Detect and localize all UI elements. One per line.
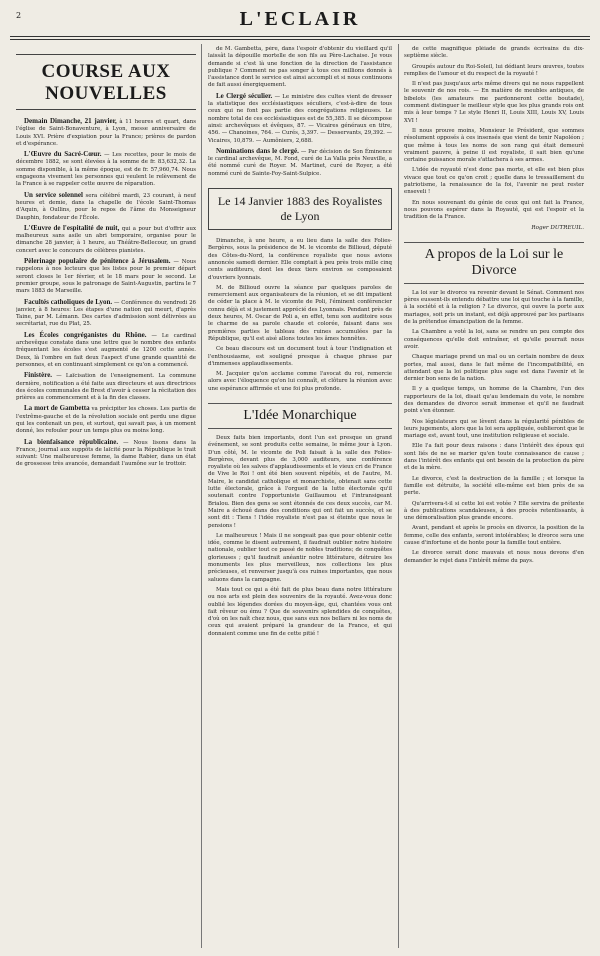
news-text: à 11 heures et quart, dans l'église de Saint-Bonaventure, à Lyon, messe anniversaire de Louis XVI. Prière d'expiation pour la France; prières de pardon et d'espérance. (16, 119, 196, 147)
news-heading: Demain Dimanche, 21 janvier, (24, 117, 117, 125)
paragraph: L'idée de royauté n'est donc pas morte, et elle est bien plus vivace que tout ce qu'on croit ; quelle dans le tressaillement du patriotisme, la renaissance de la foi, l'avenir ne peut rester enseveli ! (404, 167, 584, 196)
paragraph: La Chambre a voté la loi, sans se rendre un peu compte des conséquences qu'elle doit entraîner, et qu'elle pourrait nous avoir. (404, 329, 584, 350)
news-paragraph (16, 405, 196, 435)
news-text: — Laïcisation de l'enseignement. La commune dernière, notification a été faite aux directeurs et aux directrices des écoles communales de Brest d'avoir à cesser la récitation des prières au commencement et à la fin des classes. (16, 373, 196, 402)
news-text: — Les recettes, pour le mois de décembre 1882, se sont élevées à la somme de fr. 83,632,32. La somme disponible, à la même époque, est de fr. 57,960,74. Nous engageons vivement les personnes qui veulent le relèvement de la France à se rappeler cette œuvre de réparation. (16, 152, 196, 188)
news-paragraph (16, 192, 196, 222)
paragraph: Chaque mariage prend un mal ou un certain nombre de deux portes, mal aussi, dans le fait même de l'incompatibilité, en attendant que la loi politique plus sage est dans l'avenir et le dernier bon sens de la nation. (404, 354, 584, 383)
paragraph: Mais tout ce qui a été fait de plus beau dans notre littérature ou nos arts est plein des souvenirs de la royauté. Avez-vous donc oublié les légendes dorées du moyen-âge, qui, chantées vous ont fait rêveur ou ému ? Que de souvenirs splendides de conquêtes, d'où on les naît chez nous, que sans eux nos bellars ni les noms de ceux qui avaient préparé la grandeur de la France, et qui donnaient comme une fin de cette pitié ! (208, 586, 392, 637)
news-paragraph (208, 148, 392, 178)
paragraph: Nos législateurs qui se lèvent dans la régularité pénibles de leurs jugements, alors que la loi sera appliquée, oublieront que le mariage est, avant tout, une institution religieuse et sociale. (404, 418, 584, 440)
masthead-rule-2 (10, 39, 590, 40)
news-heading: Facultés catholiques de Lyon. (24, 297, 113, 306)
news-paragraph (208, 93, 392, 145)
news-heading: Nominations dans le clergé. (216, 146, 299, 155)
news-paragraph (16, 372, 196, 402)
news-text: va précipiter les choses. Les partis de l'extrême-gauche et de la révolution sociale ont perdu une digue qui les contenait un peu, et surtout, qui savait pas, à un moment donné, les refouler pour un temps plus ou moins long. (16, 406, 196, 435)
news-heading: Finistère. (24, 371, 53, 380)
column-divider (201, 44, 202, 948)
news-text: — Par décision de Son Éminence le cardinal archevêque, M. Fond, curé de La Valla près Neuville, a été nommé curé de Royer. M. Martinet, curé de Royer, a été nommé curé de Sainte-Foy-Saint-Sulpice. (208, 148, 392, 177)
news-paragraph (16, 439, 196, 469)
news-text: — Le cardinal archevêque constate dans une lettre que le nombre des enfants fréquentant les écoles s'est augmenté de 1200 cette année. Deux, là l'ombre en fait deux l'aspect d'une grande quantité de personnes, et en continuant simplement ce qu'on a commencé. (16, 332, 196, 368)
paragraph: Qu'arrivera-t-il si cette loi est votée ? Elle servira de prétexte à des publications scandaleuses, à des procès retentissants, à une démoralisation plus grande encore. (404, 500, 584, 522)
news-text: — Le ministre des cultes vient de dresser la statistique des ecclésiastiques séculiers, c'est-à-dire de tous ceux qui ne font pas partie des congrégations religieuses. Le nombre total de ces ecclésiastiques est de 55,385. Il se décompose ainsi: archevêques et évêques, 87. — Vicaires généraux en titre, 456. — Chanoines, 764. — Curés, 3,397. — Desservants, 29,392. — Vicaires, 10,879. — Aumôniers, 2,688. (208, 93, 392, 144)
article-title-divorce: A propos de la Loi sur le Divorce (404, 242, 584, 284)
news-heading: Les Écoles congréganistes du Rhône. (24, 330, 147, 339)
news-heading: Un service solennel (24, 190, 83, 199)
article-title-royalistes: Le 14 Janvier 1883 des Royalistes de Lyon (208, 188, 392, 230)
news-items (208, 46, 392, 178)
paragraph: Le malheureux ! Mais il ne songeait pas que pour obtenir cette idée, comme le disent autrement, il faudrait oublier notre histoire nationale, oublier tout ce passé de nobles traditions; de conquêtes glorieuses ; qu'il faudrait anéantir notre littérature, détruire les monuments les plus merveilleux, nos collections les plus précieuses, et renverser jusqu'à ces ruines importantes, que nous saluons dans la campagne. (208, 532, 392, 583)
article-title-idee: L'Idée Monarchique (208, 403, 392, 429)
paragraph: Le divorce serait donc mauvais et nous nous devons d'en demander le rejet dans l'intérêt même du pays. (404, 550, 584, 564)
news-heading: La bienfaisance républicaine. (24, 437, 119, 446)
article-body-divorce (404, 290, 584, 565)
news-heading: L'Œuvre de l'espitalité de nuit, (24, 223, 120, 232)
paragraph: Il n'est pas jusqu'aux arts même divers qui ne nous rappellent le souvenir de nos rois. — En matière de meubles antiques, de bibelots (les amateurs me pardonneront cette boutade), comment distinguer le meilleur style que les plus grands rois ont mis à leur temps ? Le style Henri II, Louis XIII, Louis XV, Louis XVI ! (404, 81, 584, 124)
news-paragraph (16, 258, 196, 295)
news-paragraph (16, 118, 196, 148)
paragraph: En nous souvenant du génie de ceux qui ont fait la France, nous pouvons espérer dans la Royauté, qui est l'espoir et la tradition de la France. (404, 199, 584, 221)
paragraph: Il y a quelque temps, un homme de la Chambre, l'un des rapporteurs de la loi, disait qu'au lendemain du vote, le nombre des demandes de divorce serait immense et qu'il ne faudrait point s'en étonner. (404, 386, 584, 415)
paragraph: Le divorce, c'est la destruction de la famille ; et lorsque la famille est détruite, la société elle-même est bien près de sa perte. (404, 475, 584, 497)
paragraph: M. de Billioud ouvre la séance par quelques paroles de remerciement aux organisateurs de la réunion, et se dit impatient de céder la place à M. le vicomte de Poli, l'éminent conférencier connu déjà et si justement apprécié des Lyonnais. Pendant près de deux heures, M. Oscar de Poli a, en effet, tenu son auditoire sous le charme de sa parole chaude et colorée, faisant dans ses premières parties le tableau des ruines accumulées par la République, qu'il est aisé allons toutes les âmes honnêtes. (208, 284, 392, 342)
paragraph: Il nous prouve moins, Monsieur le Président, que sommes résolument opposés à ces insensés que vient de tenir Napoléon ; que même à tous les noms de son rang qui était demeuré vraiment pauvre, à peine il est royaliste, il sait bien qu'une certaine puissance morale s'attachera à ses armes. (404, 127, 584, 164)
article-signature: Roger DUTREUIL. (531, 224, 584, 231)
paragraph: Avant, pendant et après le procès en divorce, la position de la femme, celle des enfants, seront intolérables; le divorce sera une cause d'infortune et de honte pour la famille tout entière. (404, 525, 584, 547)
paragraph: M. Jacquier qu'on acclame comme l'avocat du roi, remercie alors avec l'éloquence qu'on lui connaît, et clôture la réunion avec une espérance affirmée et une foi plus profonde. (208, 371, 392, 392)
paragraph: Ce beau discours est un document tout à tour l'indignation et l'enthousiasme, est souligné presque à chaque phrase par d'immenses applaudissements. (208, 346, 392, 367)
news-text: — Nous rappelons à nos lecteurs que les listes pour le premier départ seront closes le 1er février, et le 18 mars pour le second. Le premier groupe, sous le patronage de Saint-Augustin, partira le 7 mars 1883 de Marseille. (16, 259, 196, 295)
paragraph: Deux faits bien importants, dont l'un est presque un grand événement, se sont produits cette semaine, le même jour à Lyon. D'un côté, M. le vicomte de Poli faisait à la salle des Folies-Bergères, devant plus de 3,000 auditeurs, une conférence royaliste où les salves d'applaudissements et le vieux cri de France de Vive le Roi ! ont été bien souvent répétés, et de l'autre, M. Maire, le candidat catholique et monarchiste, obtenait sans cette lutte électorale, grâce à l'orgueil de la lutte électorale qu'il soutenait contre l'opportuniste Guillaumou et l'intransigeant Brialou. Bien des gens se sont étonnés de ces deux succès, car M. Maire a échoué dans des conditions qui ont fait un succès, et se sont dit : Tiens ! l'idée royaliste n'est pas si éteinte que nous le pensions ! (208, 434, 392, 529)
news-paragraph (208, 46, 392, 90)
article-body-royalistes (208, 238, 392, 393)
column-divider (398, 44, 399, 948)
news-text: sera célébré mardi, 23 courant, à neuf heures et demie, dans la chapelle de l'école Saint-Thomas d'Aquin, à Oullins, pour le repos de l'âme du Monseigneur Dauphin, fondateur de l'École. (16, 192, 196, 221)
news-heading: Le Clergé séculier. (216, 91, 273, 100)
news-paragraph (16, 332, 196, 369)
section-title: COURSE AUX NOUVELLES (16, 54, 196, 110)
news-text: qui a pour but d'offrir aux malheureux sans asile un abri temporaire, organise pour le dimanche 28 janvier, à 1 heure, au Théâtre-Bellecour, un grand concert avec le concours de célèbres pianistes. (16, 225, 196, 254)
paragraph: de cette magnifique pléiade de grands écrivains du dix-septième siècle. (404, 46, 584, 60)
news-heading: Pèlerinage populaire de pénitence à Jérusalem. (24, 257, 171, 266)
news-paragraph (16, 225, 196, 255)
column-2 (208, 46, 392, 948)
news-text: — Nous lisons dans la France, journal aux suppôts de laïcité pour la République le trait suivant: Une malheureuse femme, la dame Rabier, dans un état de grossesse très avancée, demandait l'aumône sur le trottoir. (16, 439, 196, 468)
paragraph: La loi sur le divorce va revenir devant le Sénat. Comment nos pères eussent-ils entendu débattre une loi qui touche à la famille, à la société et à la religion ? Le divorce, qui ouvre la porte aux mariages, soit pris un instant, est déjà approuvé par les partisans de la prétendue émancipation de la femme. (404, 289, 584, 326)
news-items (16, 118, 196, 469)
page-number: 2 (16, 11, 22, 20)
news-text: — Conférence du vendredi 26 janvier, à 8 heures: Les étapes d'une nation qui meurt, d'après Taine, par M. Lémann. Des cartes d'admission sont délivrées au secrétariat, rue du Plat, 25. (16, 299, 196, 328)
masthead: L'ECLAIR (239, 8, 361, 30)
article-body-continued (404, 46, 584, 222)
column-3 (404, 46, 584, 948)
news-paragraph (16, 151, 196, 188)
paragraph: Dimanche, à une heure, a eu lieu dans la salle des Folies-Bergères, sous la présidence de M. le vicomte de Billioud, député des Côtes-du-Nord, la conférence royaliste que nous avions annoncée samedi dernier. Elle comptait à peu près trois mille cinq cents auditeurs, dont les deux tiers environ se composaient d'ouvriers lyonnais. (208, 238, 392, 281)
news-heading: L'Œuvre du Sacré-Cœur. (24, 150, 102, 159)
paragraph: Elle l'a fait pour deux raisons : dans l'intérêt des époux qui sont liés de ne se marier qu'en toute connaissance de cause ; dans l'intérêt des enfants qui ont besoin de la protection du père et de la mère. (404, 443, 584, 472)
news-text: de M. Gambetta, père, dans l'espoir d'obtenir du vieillard qu'il laissât la dépouille mortelle de son fils au Père-Lachaise. Je vous demande si c'est là une fonction de la direction de l'assistance publique ? Comment ne pas songer à tous ces millions donnés à l'assistance dont le service est ainsi accompli et si nous continuons de fait aussi énergiquement. (208, 46, 392, 89)
news-heading: La mort de Gambetta (24, 404, 90, 413)
article-body-idee (208, 435, 392, 638)
news-paragraph (16, 299, 196, 329)
masthead-rule (10, 36, 590, 37)
column-1 (16, 46, 196, 948)
paragraph: Groupés autour du Roi-Soleil, lui dédiant leurs œuvres, toutes remplies de l'amour et du respect de la royauté ! (404, 63, 584, 77)
